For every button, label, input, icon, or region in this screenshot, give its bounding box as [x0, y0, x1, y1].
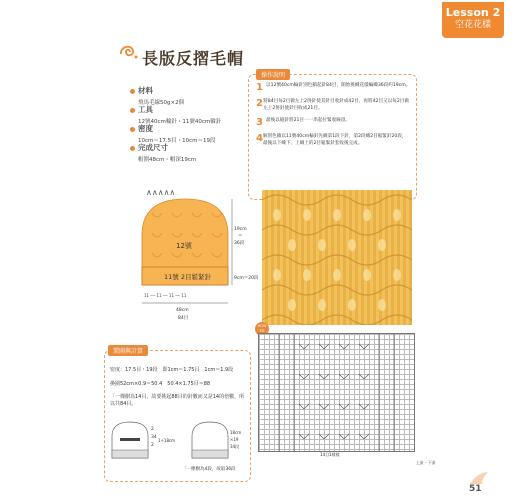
calc-line-2: 換圍52cm×0.9＝50.4 50.4×1.75目＝88	[110, 381, 211, 387]
calc-line-1: 密度：17.5目・19段 即1cm＝1.75目 1cm＝1.9段	[110, 367, 234, 373]
how-to-knit-badge: HOW TO	[255, 322, 269, 336]
info-materials	[130, 85, 184, 106]
mini-left-3: 2	[151, 443, 154, 448]
calc-foot-note: 「一棵樹為4段，故取36段	[182, 467, 236, 472]
instruction-step	[256, 98, 411, 112]
step-number: 2	[256, 98, 263, 109]
instruction-step	[256, 133, 411, 147]
mini-left-1: 2	[151, 427, 154, 432]
calc-mini-diagrams	[108, 418, 248, 473]
info-tools	[130, 104, 221, 125]
hat-diagram	[130, 185, 270, 325]
step-text: 以12號40cm輪針別色鎖起針84目，開始挑織花樣編織36段約19cm。	[266, 83, 411, 88]
height-rib: 9cm＝20段	[234, 276, 259, 281]
instruction-steps	[256, 82, 411, 147]
step-number: 3	[256, 117, 263, 128]
bullet-icon	[130, 146, 135, 151]
size-text: 帽圍48cm・帽深19cm	[138, 157, 197, 163]
step-text: 最後以縫針將21目一一串起拉緊收線頂。	[266, 118, 350, 123]
mini-right-3: 34段	[230, 444, 240, 449]
lesson-badge	[442, 2, 504, 38]
swirl-icon	[118, 42, 140, 60]
info-gauge	[130, 123, 216, 144]
width-stitches: 84目	[178, 316, 189, 321]
step-text: 將84目每2目做左上2併針使其針目收針成42目，再將42目又以每2目做左上2併針使針目收成21目。	[263, 99, 409, 111]
mini-left-4: 1÷18cm	[158, 438, 176, 443]
calc-line-3: 「一棵樹為14目，故要挑起88目的針數而又是14的倍數，所以共84目。	[110, 394, 245, 407]
width-cm: 48cm	[176, 308, 189, 313]
mini-right-2: ×19	[230, 437, 239, 442]
instruction-step	[256, 117, 411, 128]
bullet-icon	[130, 108, 135, 113]
lesson-number: Lesson 2	[445, 6, 501, 19]
step-number: 1	[256, 82, 263, 93]
knitting-chart	[258, 333, 415, 452]
gauge-label: 密度	[138, 124, 153, 133]
chart-right-label: 上針・下針	[416, 460, 436, 465]
info-size	[130, 142, 196, 163]
mini-left-2: 34	[151, 435, 157, 440]
needle-11-label: 11號 2目鬆緊針	[164, 273, 211, 281]
materials-text: 飛馬毛線50g×2個	[138, 100, 185, 106]
crown-marks: ∧∧∧∧∧	[146, 188, 176, 197]
page-number: 51	[469, 484, 482, 494]
height-main-rows: 36段	[234, 241, 245, 246]
mini-right-1: 18cm	[230, 430, 242, 435]
tools-label: 工具	[138, 105, 153, 114]
rib-marks: 11 ── 11 ── 11 ── 11	[144, 293, 187, 298]
needle-12-label: 12號	[176, 242, 192, 250]
bullet-icon	[130, 127, 135, 132]
step-number: 4	[256, 133, 263, 144]
materials-label: 材料	[138, 86, 153, 95]
height-main-eq: ＝	[238, 234, 243, 239]
instructions-header: 操作說明	[256, 69, 290, 80]
bullet-icon	[130, 89, 135, 94]
size-label: 完成尺寸	[138, 143, 168, 152]
knit-sample-photo	[262, 190, 412, 325]
chart-bottom-label: 14目1樣樣	[320, 452, 340, 457]
step-text: 解別色鎖以11號40cm輪針先織第1段下針，第2段織2目鬆緊針20段，最後以下織下、上織上的2目鬆緊針套收後完成。	[262, 134, 407, 146]
height-main-cm: 19cm	[234, 227, 247, 232]
gauge-text: 10cm＝17.5目・10cm＝19段	[138, 138, 216, 144]
instruction-step	[256, 82, 411, 93]
lesson-subtitle: 空花花樣	[454, 20, 491, 30]
page-title: 長版反摺毛帽	[142, 49, 245, 68]
tools-text: 12號40cm輪針・11號40cm輪針	[138, 119, 222, 125]
calc-header: 製圖與計算	[108, 345, 148, 356]
